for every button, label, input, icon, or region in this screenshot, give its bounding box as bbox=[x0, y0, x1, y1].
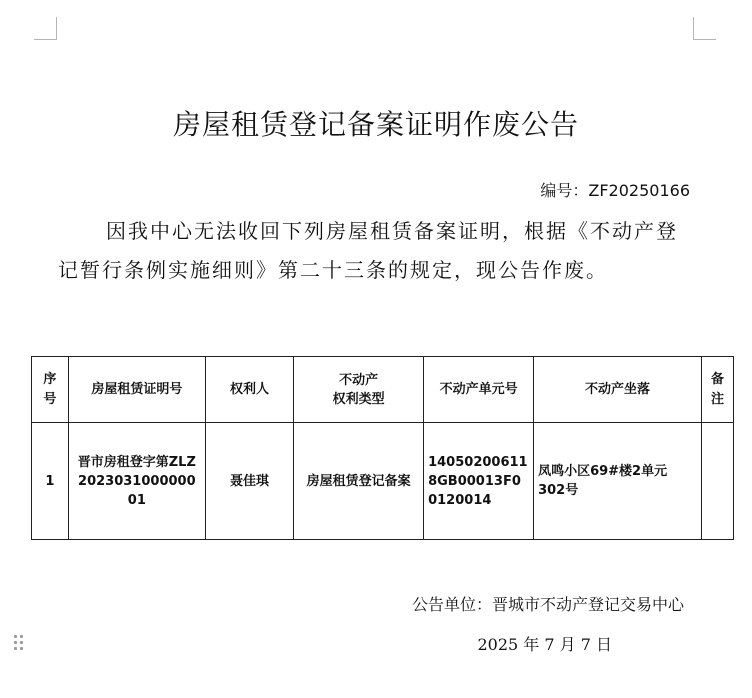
header-right-type-line1: 不动产 bbox=[339, 372, 379, 388]
cell-holder: 聂佳琪 bbox=[205, 423, 293, 540]
cell-right-type: 房屋租赁登记备案 bbox=[294, 423, 424, 540]
issue-date: 2025 年 7 月 7 日 bbox=[477, 635, 612, 654]
header-seq: 序号 bbox=[32, 357, 69, 423]
cell-seq: 1 bbox=[32, 423, 69, 540]
header-right-type-line2: 权利类型 bbox=[332, 391, 385, 407]
drag-handle-icon[interactable] bbox=[13, 634, 25, 650]
header-holder: 权利人 bbox=[205, 357, 293, 423]
table-row bbox=[32, 423, 734, 540]
cell-unit-no: 140502006118GB00013F00120014 bbox=[424, 423, 534, 540]
document-number: 编号：ZF20250166 bbox=[540, 181, 690, 200]
issuing-unit: 公告单位：晋城市不动产登记交易中心 bbox=[411, 595, 684, 614]
table-header-row bbox=[32, 357, 734, 423]
header-right-type bbox=[294, 357, 424, 423]
page-corner-marker-top-right bbox=[693, 17, 716, 40]
cell-location: 凤鸣小区69#楼2单元302号 bbox=[534, 423, 702, 540]
announcement-body: 因我中心无法收回下列房屋租赁备案证明，根据《不动产登记暂行条例实施细则》第二十三条的规定，现公告作废。 bbox=[58, 219, 678, 282]
header-cert-no: 房屋租赁证明号 bbox=[68, 357, 205, 423]
cell-remark bbox=[702, 423, 734, 540]
cell-cert-no: 晋市房租登字第ZLZ202303100000001 bbox=[68, 423, 205, 540]
header-remark: 备注 bbox=[702, 357, 734, 423]
document-title: 房屋租赁登记备案证明作废公告 bbox=[172, 107, 579, 141]
header-unit-no: 不动产单元号 bbox=[424, 357, 534, 423]
page-corner-marker-top-left bbox=[34, 17, 57, 40]
revoked-certificate-table bbox=[31, 356, 734, 540]
header-location: 不动产坐落 bbox=[534, 357, 702, 423]
